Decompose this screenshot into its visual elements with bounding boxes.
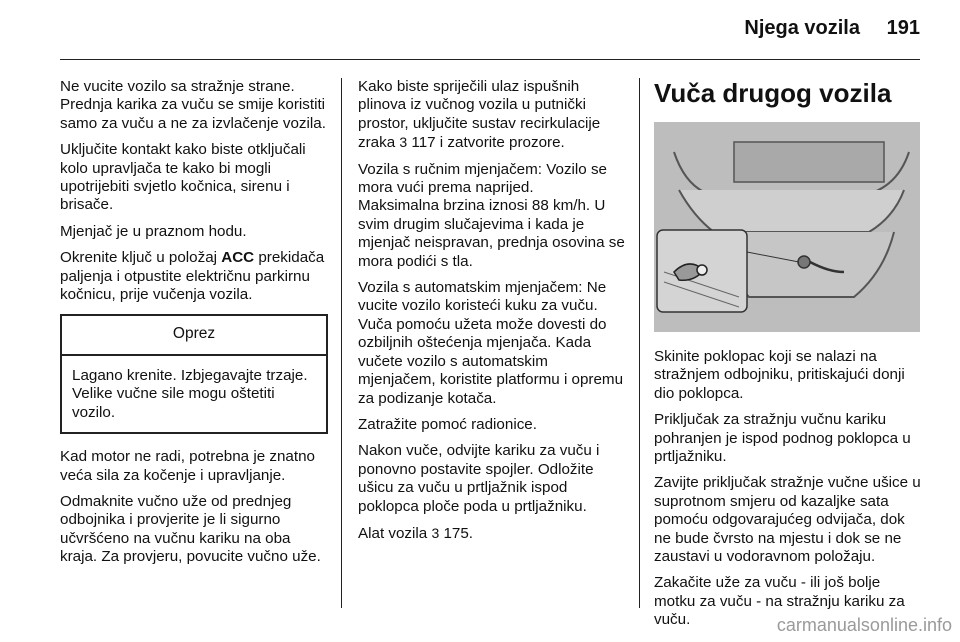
paragraph: Priključak za stražnju vučnu kariku pohranjen je ispod podnog poklopca u prtljažniku.	[654, 411, 911, 466]
caution-box	[60, 314, 328, 434]
paragraph: Kad motor ne radi, potrebna je znatno veća sila za kočenje i upravljanje.	[60, 448, 315, 484]
header-title: Njega vozila	[744, 17, 860, 39]
paragraph	[358, 524, 628, 543]
paragraph: Vozila s automatskim mjenjačem: Ne vucite vozilo koristeći kuku za vuču. Vuča pomoću užeta može dovesti do ozbiljnih oštećenja mjenjača. Kada vučete vozilo s automatskim mjenjačem, koristite platformu i opremu za podizanje kotača.	[358, 279, 624, 407]
tow-hook-illustration	[654, 122, 920, 332]
paragraph: Vozila s ručnim mjenjačem: Vozilo se mora vući prema naprijed.	[358, 160, 608, 197]
paragraph: Zavijte priključak stražnje vučne ušice u suprotnom smjeru od kazaljke sata pomoću odgovarajućeg odvijača, dok ne bude čvrsto na mjestu i dok se ne zaustavi u vodoravnom položaju.	[654, 474, 921, 566]
column-divider-1	[341, 78, 342, 608]
column-divider-2	[639, 78, 640, 608]
acc-label: ACC	[221, 249, 255, 267]
page-reference-icon: 3	[399, 134, 408, 151]
paragraph	[358, 78, 628, 153]
page-reference-icon: 3	[431, 524, 440, 541]
paragraph: Mjenjač je u praznom hodu.	[60, 222, 247, 240]
text-run: prekidača paljenja i otpustite električnu parkirnu kočnicu, prije vučenja vozila.	[60, 249, 325, 304]
column-3	[654, 78, 924, 638]
paragraph: Nakon vuče, odvijte kariku za vuču i ponovno postavite spojler. Odložite ušicu za vuču u prtljažnik ispod poklopca ploče poda u prtljažniku.	[358, 442, 600, 515]
paragraph: Uključite kontakt kako biste otključali kolo upravljača te kako bi mogli upotrijebiti svjetlo kočnica, sirenu i brisače.	[60, 141, 306, 214]
page-number: 191	[886, 17, 920, 39]
text-run: Kako biste spriječili ulaz ispušnih plinova iz vučnog vozila u putnički prostor, uključite sustav recirkulacije zraka	[358, 78, 601, 152]
paragraph	[60, 249, 328, 304]
watermark: carmanualsonline.info	[776, 615, 952, 635]
column-2	[358, 78, 628, 551]
header-divider	[60, 59, 920, 60]
paragraph: Zakačite uže za vuču - ili još bolje motku za vuču - na stražnju kariku za vuču.	[654, 574, 905, 629]
column-1	[60, 78, 328, 575]
paragraph: Odmaknite vučno uže od prednjeg odbojnika i provjerite je li sigurno učvršćeno na vučnu kariku na oba kraja. Za provjeru, povucite vučno uže.	[60, 492, 321, 566]
paragraph: Skinite poklopac koji se nalazi na stražnjem odbojniku, pritiskajući donji dio poklopca.	[654, 348, 905, 402]
paragraph: Zatražite pomoć radionice.	[358, 415, 537, 433]
caution-text: Lagano krenite. Izbjegavajte trzaje. Velike vučne sile mogu oštetiti vozilo.	[72, 366, 308, 421]
text-run: Alat vozila	[358, 524, 432, 542]
rear-bumper-drawing	[654, 122, 920, 332]
page-header	[0, 0, 960, 60]
paragraph: Maksimalna brzina iznosi 88 km/h. U svim drugim slučajevima i kada je mjenjač neispravan, prednja osovina se mora podići s tla.	[358, 197, 625, 270]
text-run: 117 i zatvorite prozore.	[407, 134, 565, 152]
text-run: 175.	[439, 524, 474, 542]
caution-title: Oprez	[62, 316, 326, 355]
section-title: Vuča drugog vozila	[654, 78, 892, 108]
text-run: Okrenite ključ u položaj	[60, 249, 222, 267]
paragraph: Ne vucite vozilo sa stražnje strane. Prednja karika za vuču se smije koristiti samo za vuču a ne za izvlačenje vozila.	[60, 78, 326, 132]
